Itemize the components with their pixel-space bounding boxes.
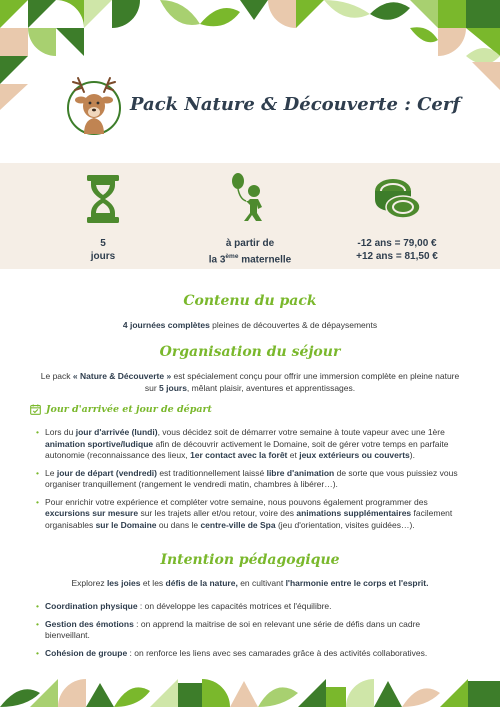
intention-text: Explorez les joies et les défis de la nature, en cultivant l'harmonie entre le corps et l'esprit. [71,578,429,588]
list-item: • Coordination physique : on développe les capacités motrices et l'équilibre. [36,601,466,613]
list-item: • Lors du jour d'arrivée (lundi), vous décidez soit de démarrer votre semaine à toute vapeur avec une 1ère animation sportive/ludique afin de découvrir activement le Domaine, soit de gérer votre temps en parfaite autonomie (reconnaissance des lieux, 1er contact avec la forêt et jeux extérieurs ou couverts). [36,427,466,462]
duration-info [33,163,173,269]
list-item: • Gestion des émotions : on apprend la maitrise de soi en relevant une série de défis dans un cadre bienveillant. [36,619,466,642]
duration-value: 5 [100,238,106,249]
duration-text [33,237,173,263]
duration-unit: jours [90,251,116,262]
section-title-intention: Intention pédagogique [160,552,340,568]
deer-icon [66,70,122,136]
page-header [66,70,486,140]
age-line1: à partir de [225,238,275,249]
age-text [180,237,320,266]
section-title-organisation: Organisation du séjour [159,344,341,360]
jour-bullet-list [36,427,466,537]
intention-bullet-list [36,601,466,665]
price-under-12: -12 ans = 79,00 € [357,238,437,249]
contenu-text: 4 journées complètes pleines de découvertes & de dépaysements [122,320,378,330]
list-item: • Cohésion de groupe : on renforce les liens avec ses camarades grâce à des activités collaboratives. [36,648,466,660]
page-title: Pack Nature & Découverte : Cerf [130,94,461,115]
subsection-title-jour: Jour d'arrivée et jour de départ [30,404,212,415]
coins-icon [371,175,423,223]
organisation-text: Le pack « Nature & Découverte » est spécialement conçu pour offrir une immersion complète en pleine nature sur 5 jours, mêlant plaisir, aventures et apprentissages. [40,371,460,393]
list-item: • Le jour de départ (vendredi) est traditionnellement laissé libre d'animation de sorte que vous puissiez vous organiser tranquillement (rangement le vendredi matin, chambres à libérer…). [36,468,466,491]
info-band [0,163,500,269]
price-over-12: +12 ans = 81,50 € [356,251,438,262]
hourglass-icon [85,175,121,223]
price-text [327,237,467,263]
bottom-decorative-pattern [0,673,500,707]
age-info [180,163,320,269]
calendar-check-icon [30,404,41,415]
child-balloon-icon [230,171,270,225]
section-title-contenu: Contenu du pack [183,293,317,309]
list-item: • Pour enrichir votre expérience et compléter votre semaine, nous pouvons également programmer des excursions sur mesure sur les trajets aller et/ou retour, voire des animations supplémentaires facilement organisables sur le Domaine ou dans le centre-ville de Spa (jeu d'orientation, visites guidées…). [36,497,466,532]
age-line2: la 3ème maternelle [208,253,292,266]
price-info [327,163,467,269]
